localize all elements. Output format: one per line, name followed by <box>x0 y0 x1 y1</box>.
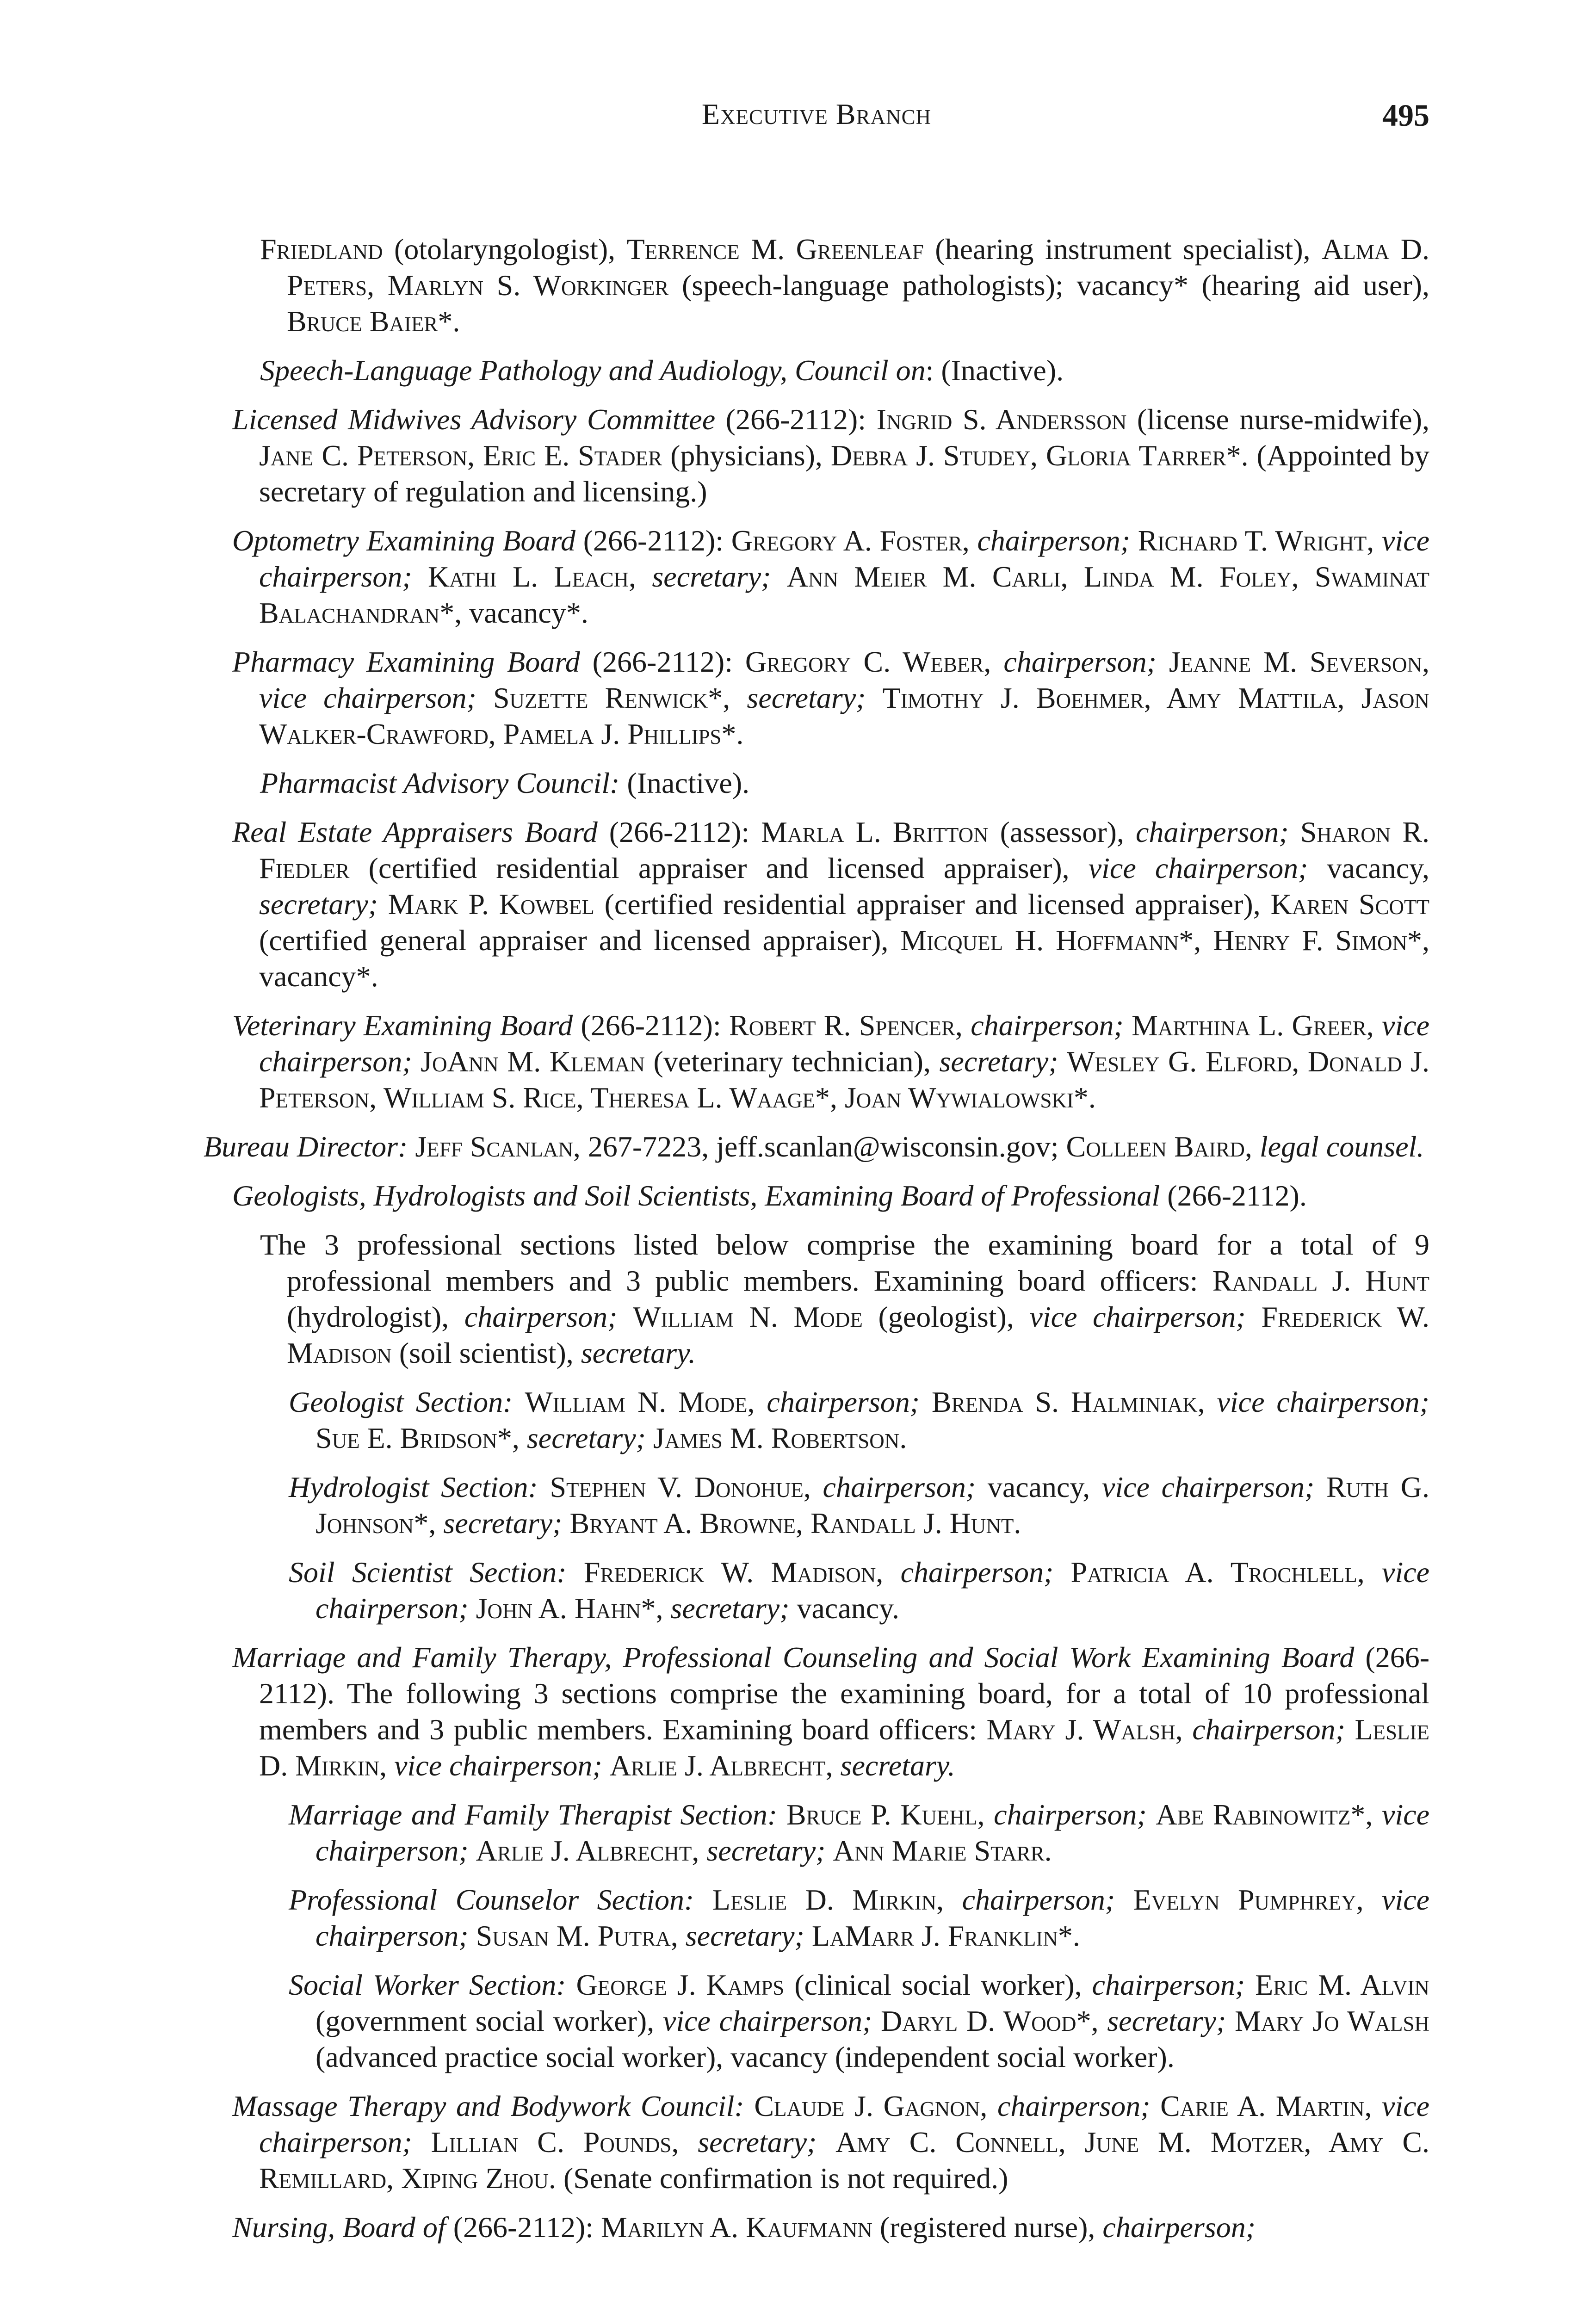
italic-text: secretary. <box>581 1336 696 1369</box>
name-text: Abe Rabinowitz <box>1156 1798 1351 1831</box>
name-text: Colleen Baird <box>1066 1130 1245 1163</box>
body-text: (266-2112): <box>597 816 761 848</box>
body-text <box>1130 524 1138 557</box>
italic-text: Geologists, Hydrologists and Soil Scientists, Examining Board of Professional <box>232 1179 1160 1212</box>
italic-text: Soil Scientist Section: <box>289 1556 567 1589</box>
italic-text: vice chairperson; <box>315 1883 1430 1952</box>
body-text: . <box>1044 1834 1052 1867</box>
body-text <box>1058 1045 1067 1078</box>
name-text: Leslie D. Mirkin <box>712 1883 937 1916</box>
body-text <box>1246 1300 1262 1333</box>
italic-text: Pharmacist Advisory Council: <box>260 767 620 799</box>
body-text: *, <box>414 1507 444 1540</box>
body-text: , 267-7223, jeff.scanlan@wisconsin.gov; <box>573 1130 1066 1163</box>
body-text <box>1115 1883 1133 1916</box>
name-text: Mary J. Walsh <box>986 1713 1175 1746</box>
italic-text: chairperson; <box>464 1300 618 1333</box>
body-text: The 3 professional sections listed below comprise the examining board for a total of 9 professional members and 3 public members. Examining board officers: <box>260 1228 1429 1297</box>
body-text <box>1345 1713 1355 1746</box>
body-text: (clinical social worker), <box>784 1968 1092 2001</box>
name-text: Gregory A. Foster <box>731 524 962 557</box>
name-text: Eric M. Alvin <box>1255 1968 1430 2001</box>
body-text: *. <box>1058 1919 1080 1952</box>
body-text: , <box>1357 1556 1382 1589</box>
name-text: Frederick W. Madison <box>287 1300 1430 1369</box>
name-text: Arlie J. Albrecht <box>609 1749 826 1782</box>
name-text: James M. Robertson <box>653 1422 900 1454</box>
body-text <box>602 1749 610 1782</box>
body-text: *. <box>721 717 744 750</box>
name-text: Arlie J. Albrecht <box>476 1834 692 1867</box>
name-text: Richard T. Wright <box>1138 524 1367 557</box>
name-text: Ann Marie Starr <box>833 1834 1045 1867</box>
body-text: *, vacancy*. <box>439 596 588 629</box>
name-text: Suzette Renwick <box>493 681 708 714</box>
name-text: Gregory C. Weber <box>745 645 984 678</box>
italic-text: secretary; <box>706 1834 826 1867</box>
name-text: Leslie D. Mirkin <box>259 1713 1430 1782</box>
body-text: , <box>1422 645 1430 678</box>
body-text: (266-2112): <box>575 524 731 557</box>
body-text <box>825 1834 833 1867</box>
name-text: George J. Kamps <box>576 1968 785 2001</box>
name-text: Timothy J. Boehmer, Amy Mattila, Jason Walker-Crawford, Pamela J. Phillips <box>259 681 1430 750</box>
entry-soil-scientist-section <box>204 1554 1429 1627</box>
body-text: (advanced practice social worker), vacancy (independent social worker). <box>315 2041 1175 2073</box>
entry-hydrologist-section <box>204 1469 1429 1541</box>
italic-text: Bureau Director: <box>204 1130 408 1163</box>
italic-text: chairperson; <box>1003 645 1157 678</box>
body-text <box>412 1045 421 1078</box>
entry-nursing-board <box>204 2209 1429 2245</box>
italic-text: Speech-Language Pathology and Audiology, Council on <box>260 354 926 387</box>
entry-marriage-family-board <box>204 1639 1429 1784</box>
name-text: Randall J. Hunt <box>1212 1264 1430 1297</box>
body-text <box>469 1834 476 1867</box>
name-text: Sharon R. Fiedler <box>259 816 1430 884</box>
entry-social-worker-section <box>204 1967 1429 2075</box>
body-text: *, <box>708 681 747 714</box>
name-text: Debra J. Studey, Gloria Tarrer <box>830 439 1226 472</box>
body-text: (government social worker), <box>315 2004 663 2037</box>
body-text: (soil scientist), <box>391 1336 581 1369</box>
italic-text: vice chairperson; <box>1029 1300 1246 1333</box>
body-text: (Inactive). <box>619 767 750 799</box>
body-text: , <box>1367 524 1382 557</box>
name-text: Jane C. Peterson, Eric E. Stader <box>259 439 662 472</box>
italic-text: Marriage and Family Therapist Section: <box>289 1798 778 1831</box>
name-text: Kathi L. Leach <box>427 560 629 593</box>
body-text <box>567 1556 584 1589</box>
body-text: (266-2112). The following 3 sections comprise the examining board, for a total of 10 professional members and 3 public members. Examining board officers: <box>259 1641 1430 1746</box>
body-text <box>646 1422 653 1454</box>
italic-text: secretary. <box>840 1749 955 1782</box>
body-text <box>408 1130 415 1163</box>
italic-text: Professional Counselor Section: <box>289 1883 694 1916</box>
name-text: Ruth G. Johnson <box>315 1471 1430 1540</box>
italic-text: Marriage and Family Therapy, Professional Counseling and Social Work Examining Board <box>232 1641 1355 1674</box>
name-text: Micquel H. Hoffmann <box>900 924 1179 957</box>
name-text: LaMarr J. Franklin <box>811 1919 1058 1952</box>
name-text: Friedland <box>260 233 383 266</box>
italic-text: chairperson; <box>994 1798 1147 1831</box>
body-text <box>412 560 428 593</box>
italic-text: vice chairperson; <box>259 2090 1430 2158</box>
italic-text: chairperson; <box>1192 1713 1345 1746</box>
italic-text: vice chairperson; <box>259 1009 1430 1078</box>
italic-text: secretary; <box>652 560 771 593</box>
entry-mft-section <box>204 1797 1429 1869</box>
body-text: , <box>984 645 1004 678</box>
italic-text: vice chairperson; <box>315 1798 1430 1867</box>
body-text: , <box>1364 2090 1382 2122</box>
body-text <box>1151 2090 1161 2122</box>
body-text <box>469 1592 476 1625</box>
body-text <box>866 681 882 714</box>
name-text: Bruce Baier <box>287 305 438 338</box>
body-text: , <box>747 1385 767 1418</box>
name-text: Alma D. Peters, Marlyn S. Workinger <box>287 233 1430 302</box>
name-text: Mary Jo Walsh <box>1235 2004 1430 2037</box>
name-text: JoAnn M. Kleman <box>421 1045 645 1078</box>
body-text: (geologist), <box>862 1300 1030 1333</box>
name-text: Ann Meier M. Carli, Linda M. Foley, Swaminat Balachandran <box>259 560 1429 629</box>
body-text: , <box>980 2090 997 2122</box>
italic-text: vice chairperson; <box>1217 1385 1429 1418</box>
name-text: Ingrid S. Andersson <box>876 403 1127 436</box>
body-text: (266-2112): <box>580 645 745 678</box>
body-text: (hydrologist), <box>287 1300 464 1333</box>
body-text: : (Inactive). <box>925 354 1064 387</box>
body-text: , <box>1175 1713 1193 1746</box>
body-text: *, <box>1076 2004 1107 2037</box>
body-text: *. <box>438 305 460 338</box>
italic-text: chairperson; <box>977 524 1131 557</box>
body-text <box>920 1385 932 1418</box>
name-text: Carie A. Martin <box>1160 2090 1365 2122</box>
italic-text: secretary; <box>526 1422 646 1454</box>
italic-text: chairperson; <box>971 1009 1124 1042</box>
name-text: Daryl D. Wood <box>880 2004 1076 2037</box>
italic-text: vice chairperson; <box>1088 852 1308 884</box>
italic-text: secretary; <box>698 2126 817 2158</box>
body-text <box>617 1300 633 1333</box>
body-text <box>1157 645 1169 678</box>
body-text <box>771 560 786 593</box>
body-text: (physicians), <box>662 439 831 472</box>
italic-text: chairperson; <box>1136 816 1289 848</box>
entry-pharmacist-council <box>204 765 1429 801</box>
body-text <box>1289 816 1300 848</box>
entry-bureau-director <box>204 1129 1429 1165</box>
italic-text: vice chairperson; <box>259 681 476 714</box>
running-header <box>204 97 1429 139</box>
body-text: , <box>629 560 652 593</box>
italic-text: secretary; <box>1107 2004 1226 2037</box>
body-text <box>562 1507 569 1540</box>
italic-text: vice chairperson; <box>259 524 1429 593</box>
body-text: (assessor), <box>988 816 1136 848</box>
body-text: . (Senate confirmation is not required.) <box>548 2162 1008 2195</box>
italic-text: Hydrologist Section: <box>289 1471 538 1503</box>
body-text: *, <box>815 1081 845 1114</box>
name-text: Wesley G. Elford, Donald J. Peterson, William S. Rice, Theresa L. Waage <box>259 1045 1430 1114</box>
body-text: , <box>1197 1385 1217 1418</box>
body-text <box>694 1883 712 1916</box>
italic-text: chairperson; <box>900 1556 1054 1589</box>
body-text: , <box>1356 1883 1382 1916</box>
body-text <box>817 2126 835 2158</box>
body-text: (license nurse-midwife), <box>1126 403 1430 436</box>
italic-text: Nursing, Board of <box>232 2211 446 2244</box>
italic-text: Pharmacy Examining Board <box>232 645 580 678</box>
body-text: (certified residential appraiser and licensed appraiser), <box>349 852 1089 884</box>
body-text <box>804 1919 812 1952</box>
italic-text: chairperson; <box>962 1883 1115 1916</box>
entry-geologists-intro <box>204 1227 1429 1371</box>
body-text <box>872 2004 881 2037</box>
italic-text: chairperson; <box>1092 1968 1245 2001</box>
body-text: *, <box>1179 924 1213 957</box>
body-text: *, <box>641 1592 671 1625</box>
body-text: (otolaryngologist), <box>383 233 627 266</box>
body-text: , <box>876 1556 901 1589</box>
name-text: Bruce P. Kuehl <box>786 1798 977 1831</box>
body-text: , <box>825 1749 841 1782</box>
italic-text: secretary; <box>259 888 378 921</box>
body-text: (registered nurse), <box>872 2211 1103 2244</box>
italic-text: chairperson; <box>767 1385 920 1418</box>
name-text: Bryant A. Browne, Randall J. Hunt <box>569 1507 1014 1540</box>
body-text: , <box>962 524 977 557</box>
body-text: . <box>899 1422 907 1454</box>
name-text: Sue E. Bridson <box>315 1422 497 1454</box>
body-text <box>476 681 493 714</box>
italic-text: Veterinary Examining Board <box>232 1009 573 1042</box>
italic-text: secretary; <box>670 1592 790 1625</box>
body-text <box>1226 2004 1235 2037</box>
entry-optometry-board <box>204 523 1429 631</box>
italic-text: vice chairperson; <box>315 1556 1430 1625</box>
body-text: (266-2112): <box>573 1009 730 1042</box>
italic-text: legal counsel. <box>1259 1130 1424 1163</box>
entry-counselor-section <box>204 1882 1429 1954</box>
body-text: vacancy. <box>789 1592 899 1625</box>
entry-hearing-cont <box>204 231 1429 340</box>
body-text <box>566 1968 576 2001</box>
body-text <box>1314 1471 1326 1503</box>
body-text: *, vacancy*. <box>259 924 1429 993</box>
body-text <box>777 1798 786 1831</box>
italic-text: Optometry Examining Board <box>232 524 576 557</box>
entry-massage-council <box>204 2088 1429 2196</box>
name-text: Claude J. Gagnon <box>754 2090 980 2122</box>
body-text: *. <box>1073 1081 1096 1114</box>
body-text: , <box>379 1749 395 1782</box>
body-text <box>469 1919 476 1952</box>
entry-veterinary-board <box>204 1008 1429 1116</box>
body-text: (hearing instrument specialist), <box>923 233 1322 266</box>
name-text: Susan M. Putra <box>476 1919 671 1952</box>
italic-text: chairperson; <box>823 1471 976 1503</box>
name-text: Karen Scott <box>1270 888 1430 921</box>
body-text: , <box>692 1834 707 1867</box>
name-text: Marilyn A. Kaufmann <box>601 2211 872 2244</box>
body-text: (certified general appraiser and licensed appraiser), <box>259 924 901 957</box>
running-title: Executive Branch <box>701 98 932 130</box>
entry-pharmacy-board <box>204 644 1429 752</box>
body-text <box>1053 1556 1070 1589</box>
name-text: Henry F. Simon <box>1213 924 1407 957</box>
body-text <box>1245 1968 1255 2001</box>
italic-text: Social Worker Section: <box>289 1968 566 2001</box>
entry-midwives-committee <box>204 402 1429 510</box>
body-text: , <box>670 1919 686 1952</box>
name-text: Evelyn Pumphrey <box>1133 1883 1356 1916</box>
name-text: Jeff Scanlan <box>415 1130 573 1163</box>
page-number: 495 <box>1382 98 1429 133</box>
name-text: Frederick W. Madison <box>583 1556 876 1589</box>
name-text: Robert R. Spencer <box>729 1009 955 1042</box>
body-text <box>378 888 388 921</box>
body-text: , <box>955 1009 971 1042</box>
body-text <box>1147 1798 1156 1831</box>
entry-speech-language-council <box>204 353 1429 389</box>
name-text: Joan Wywialowski <box>844 1081 1074 1114</box>
body-text: , <box>671 2126 698 2158</box>
italic-text: vice chairperson; <box>394 1749 602 1782</box>
body-text: , <box>1366 1009 1382 1042</box>
italic-text: secretary; <box>685 1919 804 1952</box>
name-text: Marthina L. Greer <box>1132 1009 1367 1042</box>
name-text: Terrence M. Greenleaf <box>626 233 924 266</box>
italic-text: secretary; <box>747 681 866 714</box>
name-text: Marla L. Britton <box>761 816 989 848</box>
body-text: (veterinary technician), <box>644 1045 940 1078</box>
name-text: Lillian C. Pounds <box>431 2126 672 2158</box>
body-text: (266-2112). <box>1160 1179 1307 1212</box>
body-text: vacancy, <box>1308 852 1430 884</box>
name-text: William N. Mode <box>525 1385 748 1418</box>
body-text: (certified residential appraiser and licensed appraiser), <box>594 888 1271 921</box>
italic-text: secretary; <box>939 1045 1058 1078</box>
italic-text: vice chairperson; <box>1101 1471 1315 1503</box>
name-text: Brenda S. Halminiak <box>931 1385 1198 1418</box>
body-text: vacancy, <box>976 1471 1102 1503</box>
name-text: Amy C. Connell, June M. Motzer, Amy C. Remillard, Xiping Zhou <box>259 2126 1430 2195</box>
italic-text: vice chairperson; <box>662 2004 872 2037</box>
name-text: Stephen V. Donohue <box>550 1471 804 1503</box>
document-body <box>204 231 1429 2258</box>
body-text <box>513 1385 525 1418</box>
body-text: (266-2112): <box>715 403 877 436</box>
body-text: *, <box>497 1422 527 1454</box>
body-text: *, <box>1350 1798 1382 1831</box>
entry-real-estate-board <box>204 814 1429 995</box>
name-text: Patricia A. Trochlell <box>1070 1556 1357 1589</box>
body-text: , <box>1244 1130 1260 1163</box>
body-text: (266-2112): <box>445 2211 601 2244</box>
italic-text: Geologist Section: <box>289 1385 513 1418</box>
body-text <box>412 2126 431 2158</box>
entry-geologist-section <box>204 1384 1429 1456</box>
body-text: , <box>936 1883 962 1916</box>
body-text <box>538 1471 550 1503</box>
name-text: Jeanne M. Severson <box>1169 645 1423 678</box>
italic-text: Real Estate Appraisers Board <box>232 816 598 848</box>
body-text: , <box>977 1798 994 1831</box>
body-text: . <box>1014 1507 1021 1540</box>
body-text: (speech-language pathologists); vacancy* (hearing aid user), <box>668 269 1429 302</box>
name-text: John A. Hahn <box>476 1592 641 1625</box>
body-text <box>744 2090 755 2122</box>
name-text: Mark P. Kowbel <box>388 888 594 921</box>
name-text: William N. Mode <box>633 1300 863 1333</box>
italic-text: chairperson; <box>997 2090 1151 2122</box>
body-text <box>1124 1009 1132 1042</box>
entry-geologists-board <box>204 1178 1429 1214</box>
body-text: *. (Appointed by secretary of regulation and licensing.) <box>259 439 1429 508</box>
italic-text: secretary; <box>443 1507 563 1540</box>
italic-text: Massage Therapy and Bodywork Council: <box>232 2090 744 2122</box>
body-text: , <box>803 1471 823 1503</box>
italic-text: chairperson; <box>1102 2211 1256 2244</box>
italic-text: Licensed Midwives Advisory Committee <box>232 403 716 436</box>
